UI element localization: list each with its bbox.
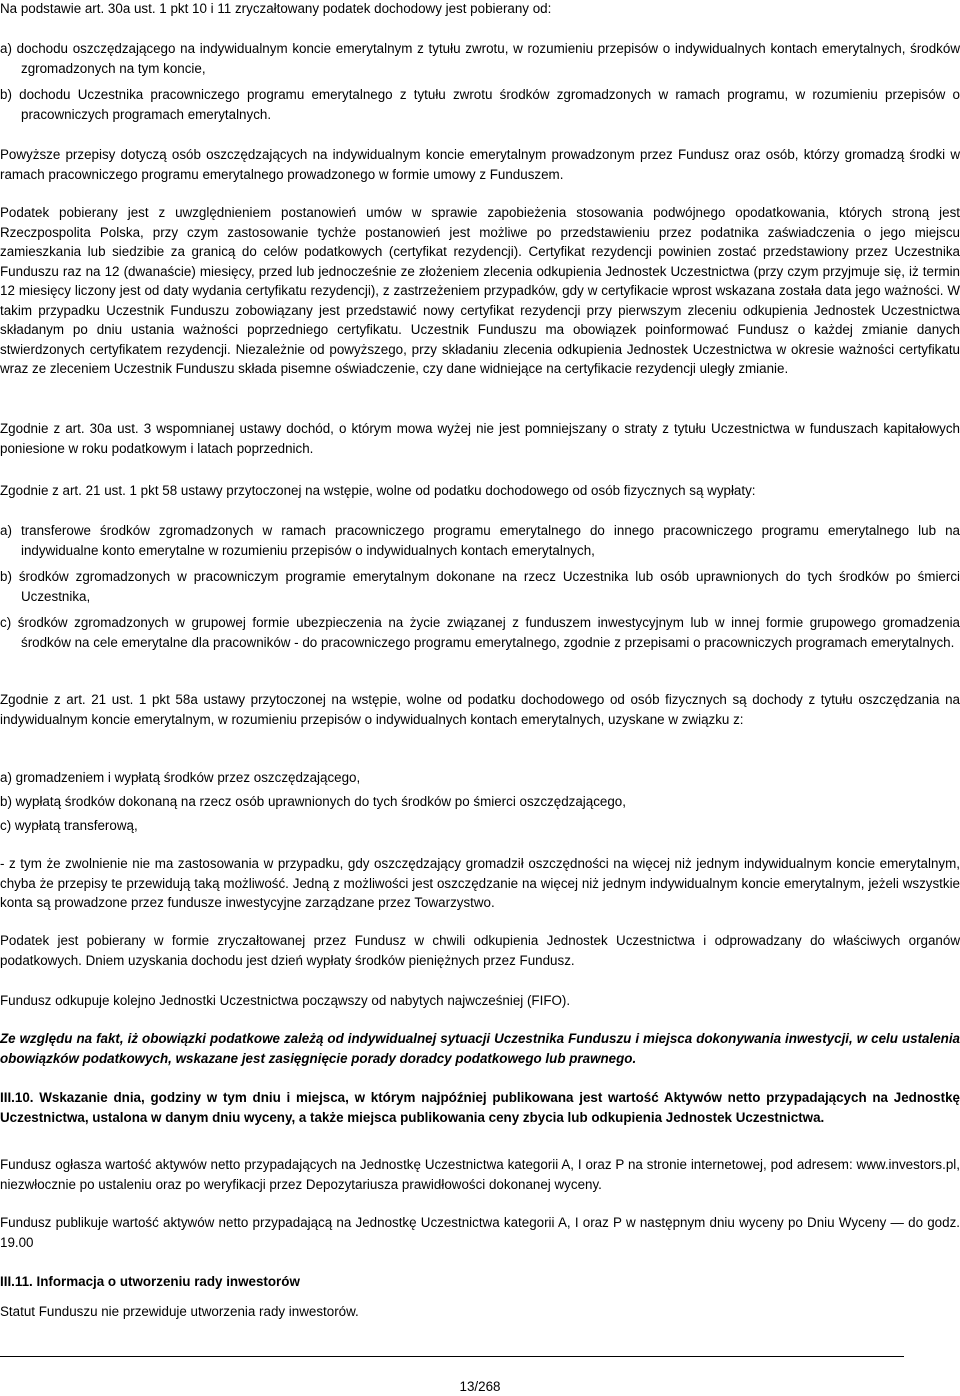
list58a-item-b: b) wypłatą środków dokonaną na rzecz osób uprawnionych do tych środków po śmierci oszczędzającego, — [0, 794, 626, 809]
paragraph-fifo: Fundusz odkupuje kolejno Jednostki Uczestnictwa począwszy od nabytych najwcześniej (FIFO). — [0, 993, 571, 1008]
paragraph-forma-zryczaltowana: Podatek jest pobierany w formie zryczałtowanej przez Fundusz w chwili odkupienia Jednostek Uczestnictwa i odprowadzany do właściwych organów podatkowych. Dniem uzyskania dochodu jest dzień wypłaty środków pieniężnych przez Fundusz. — [0, 933, 960, 968]
list58a-item-a: a) gromadzeniem i wypłatą środków przez oszczędzającego, — [0, 770, 361, 785]
paragraph-podatek-pobierany: Podatek pobierany jest z uwzględnieniem postanowień umów w sprawie zapobieżenia stosowania podwójnego opodatkowania, których stroną jest Rzeczpospolita Polska, przy czym zastosowanie tychże postanowień jest możliwe po przedstawieniu przez podatnika zaświadczenia o jego miejscu zamieszkania lub siedzibie za granicą do celów podatkowych (certyfikat rezydencji). Certyfikat rezydencji powinien zostać przedstawiony przez Uczestnika Funduszu raz na 12 (dwanaście) miesięcy, przed lub jednocześnie ze złożeniem zlecenia odkupienia Jednostek Uczestnictwa (przy czym przyjmuje się, iż termin 12 miesięcy liczony jest od daty wydania certyfikatu rezydencji), z zastrzeżeniem przypadków, gdy w certyfikacie wprost wskazana została data jego ważności. W takim przypadku Uczestnik Funduszu zobowiązany jest przedstawić nowy certyfikat rezydencji przy pierwszym zleceniu odkupienia Jednostek Uczestnictwa składanym po dniu ustania ważności poprzedniego certyfikatu. Uczestnik Funduszu ma obowiązek poinformować Fundusz o każdej zmianie danych stwierdzonych certyfikatem rezydencji. Niezależnie od powyższego, przy składaniu zlecenia odkupienia Jednostek Uczestnictwa w okresie ważności certyfikatu wraz ze zleceniem Uczestnik Funduszu składa pisemne oświadczenie, czy dane widniejące na certyfikacie rezydencji uległy zmianie. — [0, 205, 960, 376]
list58a-item-c: c) wypłatą transferową, — [0, 818, 138, 833]
paragraph-art-21-pkt-58: Zgodnie z art. 21 ust. 1 pkt 58 ustawy przytoczonej na wstępie, wolne od podatku dochodowego od osób fizycznych są wypłaty: — [0, 483, 756, 498]
list58-item-c: c) środków zgromadzonych w grupowej formie ubezpieczenia na życie związanej z funduszem inwestycyjnym lub w innej formie grupowego gromadzenia środków na cele emerytalne dla pracowników - do pracowniczego programu emerytalnego, zgodnie z przepisami o pracowniczych programach emerytalnych. — [0, 615, 960, 650]
paragraph-porada-doradcy: Ze względu na fakt, iż obowiązki podatkowe zależą od indywidualnej sytuacji Uczestnika Funduszu i miejsca dokonywania inwestycji, w celu ustalenia obowiązków podatkowych, wskazane jest zasięgnięcie porady doradcy podatkowego lub prawnego. — [0, 1031, 960, 1066]
list-item-a-ike: a) dochodu oszczędzającego na indywidualnym koncie emerytalnym z tytułu zwrotu, w rozumieniu przepisów o indywidualnych kontach emerytalnych, środków zgromadzonych na tym koncie, — [0, 41, 960, 76]
paragraph-art-30a-ust-3: Zgodnie z art. 30a ust. 3 wspomnianej ustawy dochód, o którym mowa wyżej nie jest pomniejszany o straty z tytułu Uczestnictwa w funduszach kapitałowych poniesione w roku podatkowym i latach poprzednich. — [0, 421, 960, 456]
paragraph-powyzsze: Powyższe przepisy dotyczą osób oszczędzających na indywidualnym koncie emerytalnym prowadzonym przez Fundusz oraz osób, którzy gromadzą środki w ramach pracowniczego programu emerytalnego prowadzonego w formie umowy z Funduszem. — [0, 147, 960, 182]
paragraph-publikuje: Fundusz publikuje wartość aktywów netto przypadającą na Jednostkę Uczestnictwa kategorii A, I oraz P w następnym dniu wyceny po Dniu Wyceny — do godz. 19.00 — [0, 1215, 960, 1250]
list58-item-b: b) środków zgromadzonych w pracowniczym programie emerytalnym dokonane na rzecz Uczestnika lub osób uprawnionych do tych środków po śmierci Uczestnika, — [0, 569, 960, 604]
page-number: 13/268 — [459, 1379, 501, 1394]
paragraph-z-tym-ze: - z tym że zwolnienie nie ma zastosowania w przypadku, gdy oszczędzający gromadził oszczędności na więcej niż jednym indywidualnym koncie emerytalnym, chyba że przepisy te przewidują taką możliwość. Jedną z możliwości jest oszczędzanie na więcej niż jednym indywidualnym koncie emerytalnym, jeżeli wszystkie konta są prowadzone przez fundusze inwestycyjne zarządzane przez Towarzystwo. — [0, 856, 960, 910]
paragraph-statut: Statut Funduszu nie przewiduje utworzenia rady inwestorów. — [0, 1304, 359, 1319]
intro-paragraph: Na podstawie art. 30a ust. 1 pkt 10 i 11 zryczałtowany podatek dochodowy jest pobierany od: — [0, 1, 552, 16]
paragraph-oglasza: Fundusz ogłasza wartość aktywów netto przypadających na Jednostkę Uczestnictwa kategorii A, I oraz P na stronie internetowej, pod adresem: www.investors.pl, niezwłocznie po ustaleniu oraz po weryfikacji przez Depozytariusza prawidłowości dokonanej wyceny. — [0, 1157, 960, 1192]
footer-divider — [0, 1356, 904, 1357]
paragraph-art-21-pkt-58a: Zgodnie z art. 21 ust. 1 pkt 58a ustawy przytoczonej na wstępie, wolne od podatku dochodowego od osób fizycznych są dochody z tytułu oszczędzania na indywidualnym koncie emerytalnym, w rozumieniu przepisów o indywidualnych kontach emerytalnych, uzyskane w związku z: — [0, 692, 960, 727]
list58-item-a: a) transferowe środków zgromadzonych w ramach pracowniczego programu emerytalnego do innego pracowniczego programu emerytalnego lub na indywidualne konto emerytalne w rozumieniu przepisów o indywidualnych kontach emerytalnych, — [0, 523, 960, 558]
section-heading-iii-11: III.11. Informacja o utworzeniu rady inwestorów — [0, 1274, 300, 1289]
list-item-b-ppe: b) dochodu Uczestnika pracowniczego programu emerytalnego z tytułu zwrotu środków zgromadzonych w ramach programu, w rozumieniu przepisów o pracowniczych programach emerytalnych. — [0, 87, 960, 122]
section-heading-iii-10: III.10. Wskazanie dnia, godziny w tym dniu i miejsca, w którym najpóźniej publikowana jest wartość Aktywów netto przypadających na Jednostkę Uczestnictwa, ustalona w danym dniu wyceny, a także miejsca publikowania ceny zbycia lub odkupienia Jednostek Uczestnictwa. — [0, 1090, 960, 1125]
